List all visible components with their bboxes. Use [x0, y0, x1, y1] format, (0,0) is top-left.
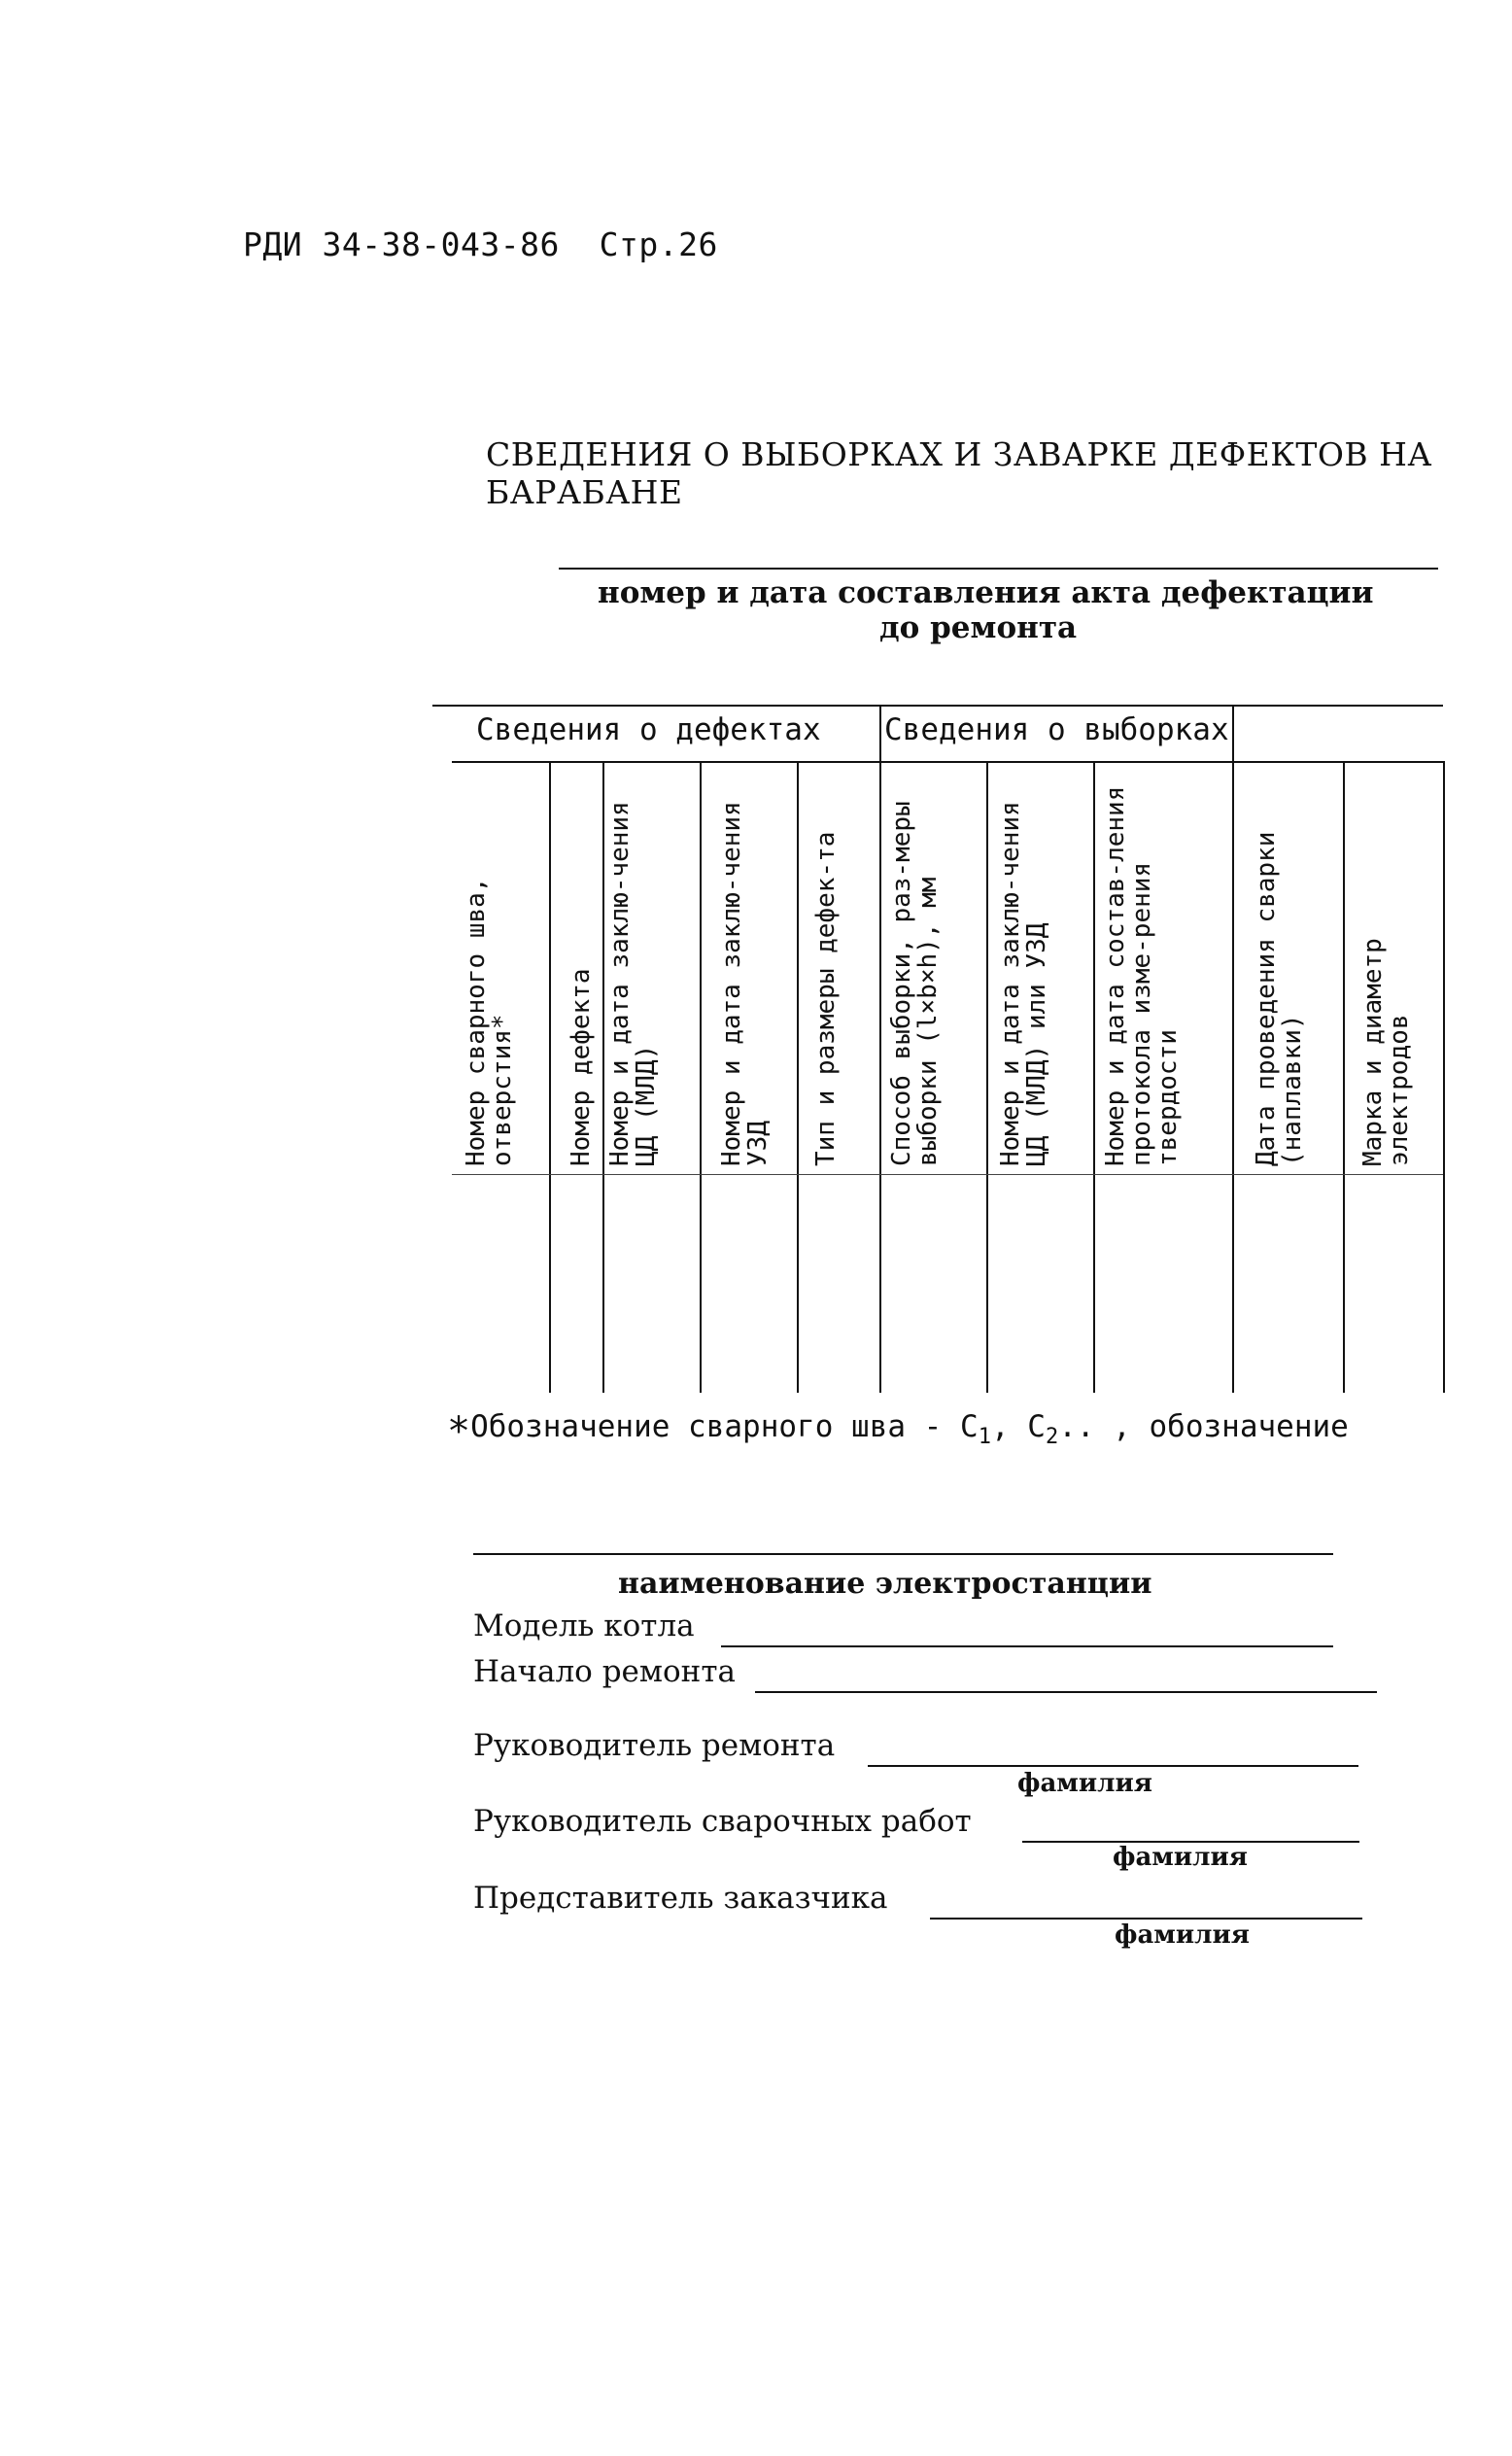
footnote: *Обозначение сварного шва - $С_1$, $С_2$.. , обозначение	[447, 1409, 1349, 1454]
act-caption-2: до ремонта	[879, 610, 1078, 645]
station-caption: наименование электростанции	[618, 1567, 1152, 1601]
column-header: Номер дефекта	[567, 968, 596, 1166]
column-header: Марка и диаметр электродов	[1358, 938, 1414, 1166]
column-header: Дата проведения сварки (наплавки)	[1252, 831, 1307, 1166]
customer-rep-field	[930, 1918, 1362, 1920]
repair-start-field	[755, 1691, 1377, 1693]
act-caption: номер и дата составления акта дефектации	[598, 575, 1374, 610]
column-header: Номер и дата заклю-чения УЗД	[717, 801, 773, 1166]
column-header: Номер и дата заклю-чения ЦД (МЛД)	[605, 801, 661, 1166]
page-number: Стр.26	[599, 225, 718, 263]
repair-head-label: Руководитель ремонта	[473, 1728, 836, 1763]
station-underline	[473, 1553, 1333, 1555]
column-header: Номер сварного шва, отверстия*	[462, 877, 517, 1166]
document-header	[243, 225, 718, 263]
surname-caption: фамилия	[1113, 1843, 1248, 1872]
surname-caption: фамилия	[1115, 1920, 1250, 1950]
customer-rep-label: Представитель заказчика	[473, 1881, 888, 1916]
page-title: СВЕДЕНИЯ О ВЫБОРКАХ И ЗАВАРКЕ ДЕФЕКТОВ НА БАРАБАНЕ	[486, 435, 1432, 511]
group-defects-heading: Сведения о дефектах	[476, 712, 821, 747]
column-header: Номер и дата состав-ления протокола изме-рения твердости	[1101, 785, 1183, 1166]
boiler-model-label: Модель котла	[473, 1609, 695, 1643]
column-header: Тип и размеры дефек-та	[811, 831, 841, 1166]
act-underline	[559, 568, 1438, 570]
column-header: Номер и дата заклю-чения ЦД (МЛД) или УЗД	[996, 801, 1051, 1166]
repair-head-field	[868, 1765, 1358, 1767]
surname-caption: фамилия	[1017, 1769, 1152, 1798]
welding-head-label: Руководитель сварочных работ	[473, 1804, 972, 1839]
boiler-model-field	[721, 1645, 1333, 1647]
column-header: Способ выборки, раз-меры выборки (l×b×h), мм	[887, 801, 943, 1166]
group-samples-heading: Сведения о выборках	[884, 712, 1229, 747]
document-code: РДИ 34-38-043-86	[243, 225, 560, 263]
defects-table	[432, 705, 1443, 1393]
repair-start-label: Начало ремонта	[473, 1654, 736, 1689]
